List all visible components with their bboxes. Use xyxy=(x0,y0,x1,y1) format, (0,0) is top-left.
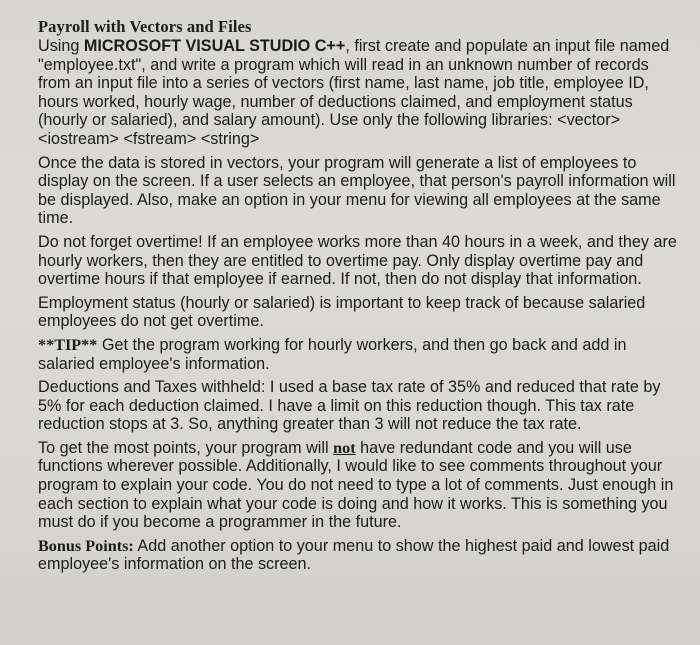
paragraph-tip xyxy=(38,336,682,373)
ide-name: MICROSOFT VISUAL STUDIO C++ xyxy=(83,37,346,55)
overview-prefix: Using xyxy=(38,37,84,55)
grading-text-before: To get the most points, your program will xyxy=(38,438,334,457)
bonus-label: Bonus Points: xyxy=(38,536,134,555)
paragraph-data-storage: Once the data is stored in vectors, your program will generate a list of employees to display on the screen. If a user selects an employee, that person's payroll information will be displayed. Also, make an option in your menu for viewing all employees at the same time. xyxy=(38,153,676,228)
paragraph-deductions: Deductions and Taxes withheld: I used a base tax rate of 35% and reduced that rate by 5% for each deduction claimed. I have a limit on this reduction though. This tax rate reduction stops at 3. So, anything greater than 3 will not reduce the tax rate. xyxy=(38,378,661,434)
grading-emphasis: not xyxy=(333,438,356,457)
paragraph-overtime: Do not forget overtime! If an employee works more than 40 hours in a week, and they are hourly workers, then they are entitled to overtime pay. Only display overtime pay and overtime hours if that employee if earned. If not, then do not display that information. xyxy=(38,232,677,289)
overview-text: , first create and populate an input file named "employee.txt", and write a program which will read in an unknown number of records from an input file into a series of vectors (first name, last name, job title, employee ID, hours worked, hourly wage, number of deductions claimed, and employment status (hourly or salaried), and salary amount). Use only the following libraries: <vector> <iostream> <fstream> <string> xyxy=(38,37,670,148)
bonus-text: Add another option to your menu to show the highest paid and lowest paid employee's information on the screen. xyxy=(38,536,670,574)
paragraph-bonus xyxy=(38,537,682,574)
page-title: Payroll with Vectors and Files xyxy=(38,17,252,36)
paragraph-grading xyxy=(38,439,682,532)
tip-label: **TIP** xyxy=(38,335,98,354)
grading-text-after: have redundant code and you will use functions wherever possible. Additionally, I would like to see comments throughout your program to explain your code. You do not need to type a lot of comments. Just enough in each section to explain what your code is doing and how it works. This is something you must do if you become a programmer in the future. xyxy=(38,438,674,532)
tip-text: Get the program working for hourly workers, and then go back and add in salaried employee's information. xyxy=(38,335,627,373)
bottom-spacer xyxy=(38,579,682,599)
paragraph-overview xyxy=(38,37,682,149)
paragraph-employment-status: Employment status (hourly or salaried) is important to keep track of because salaried employees do not get overtime. xyxy=(38,293,646,331)
